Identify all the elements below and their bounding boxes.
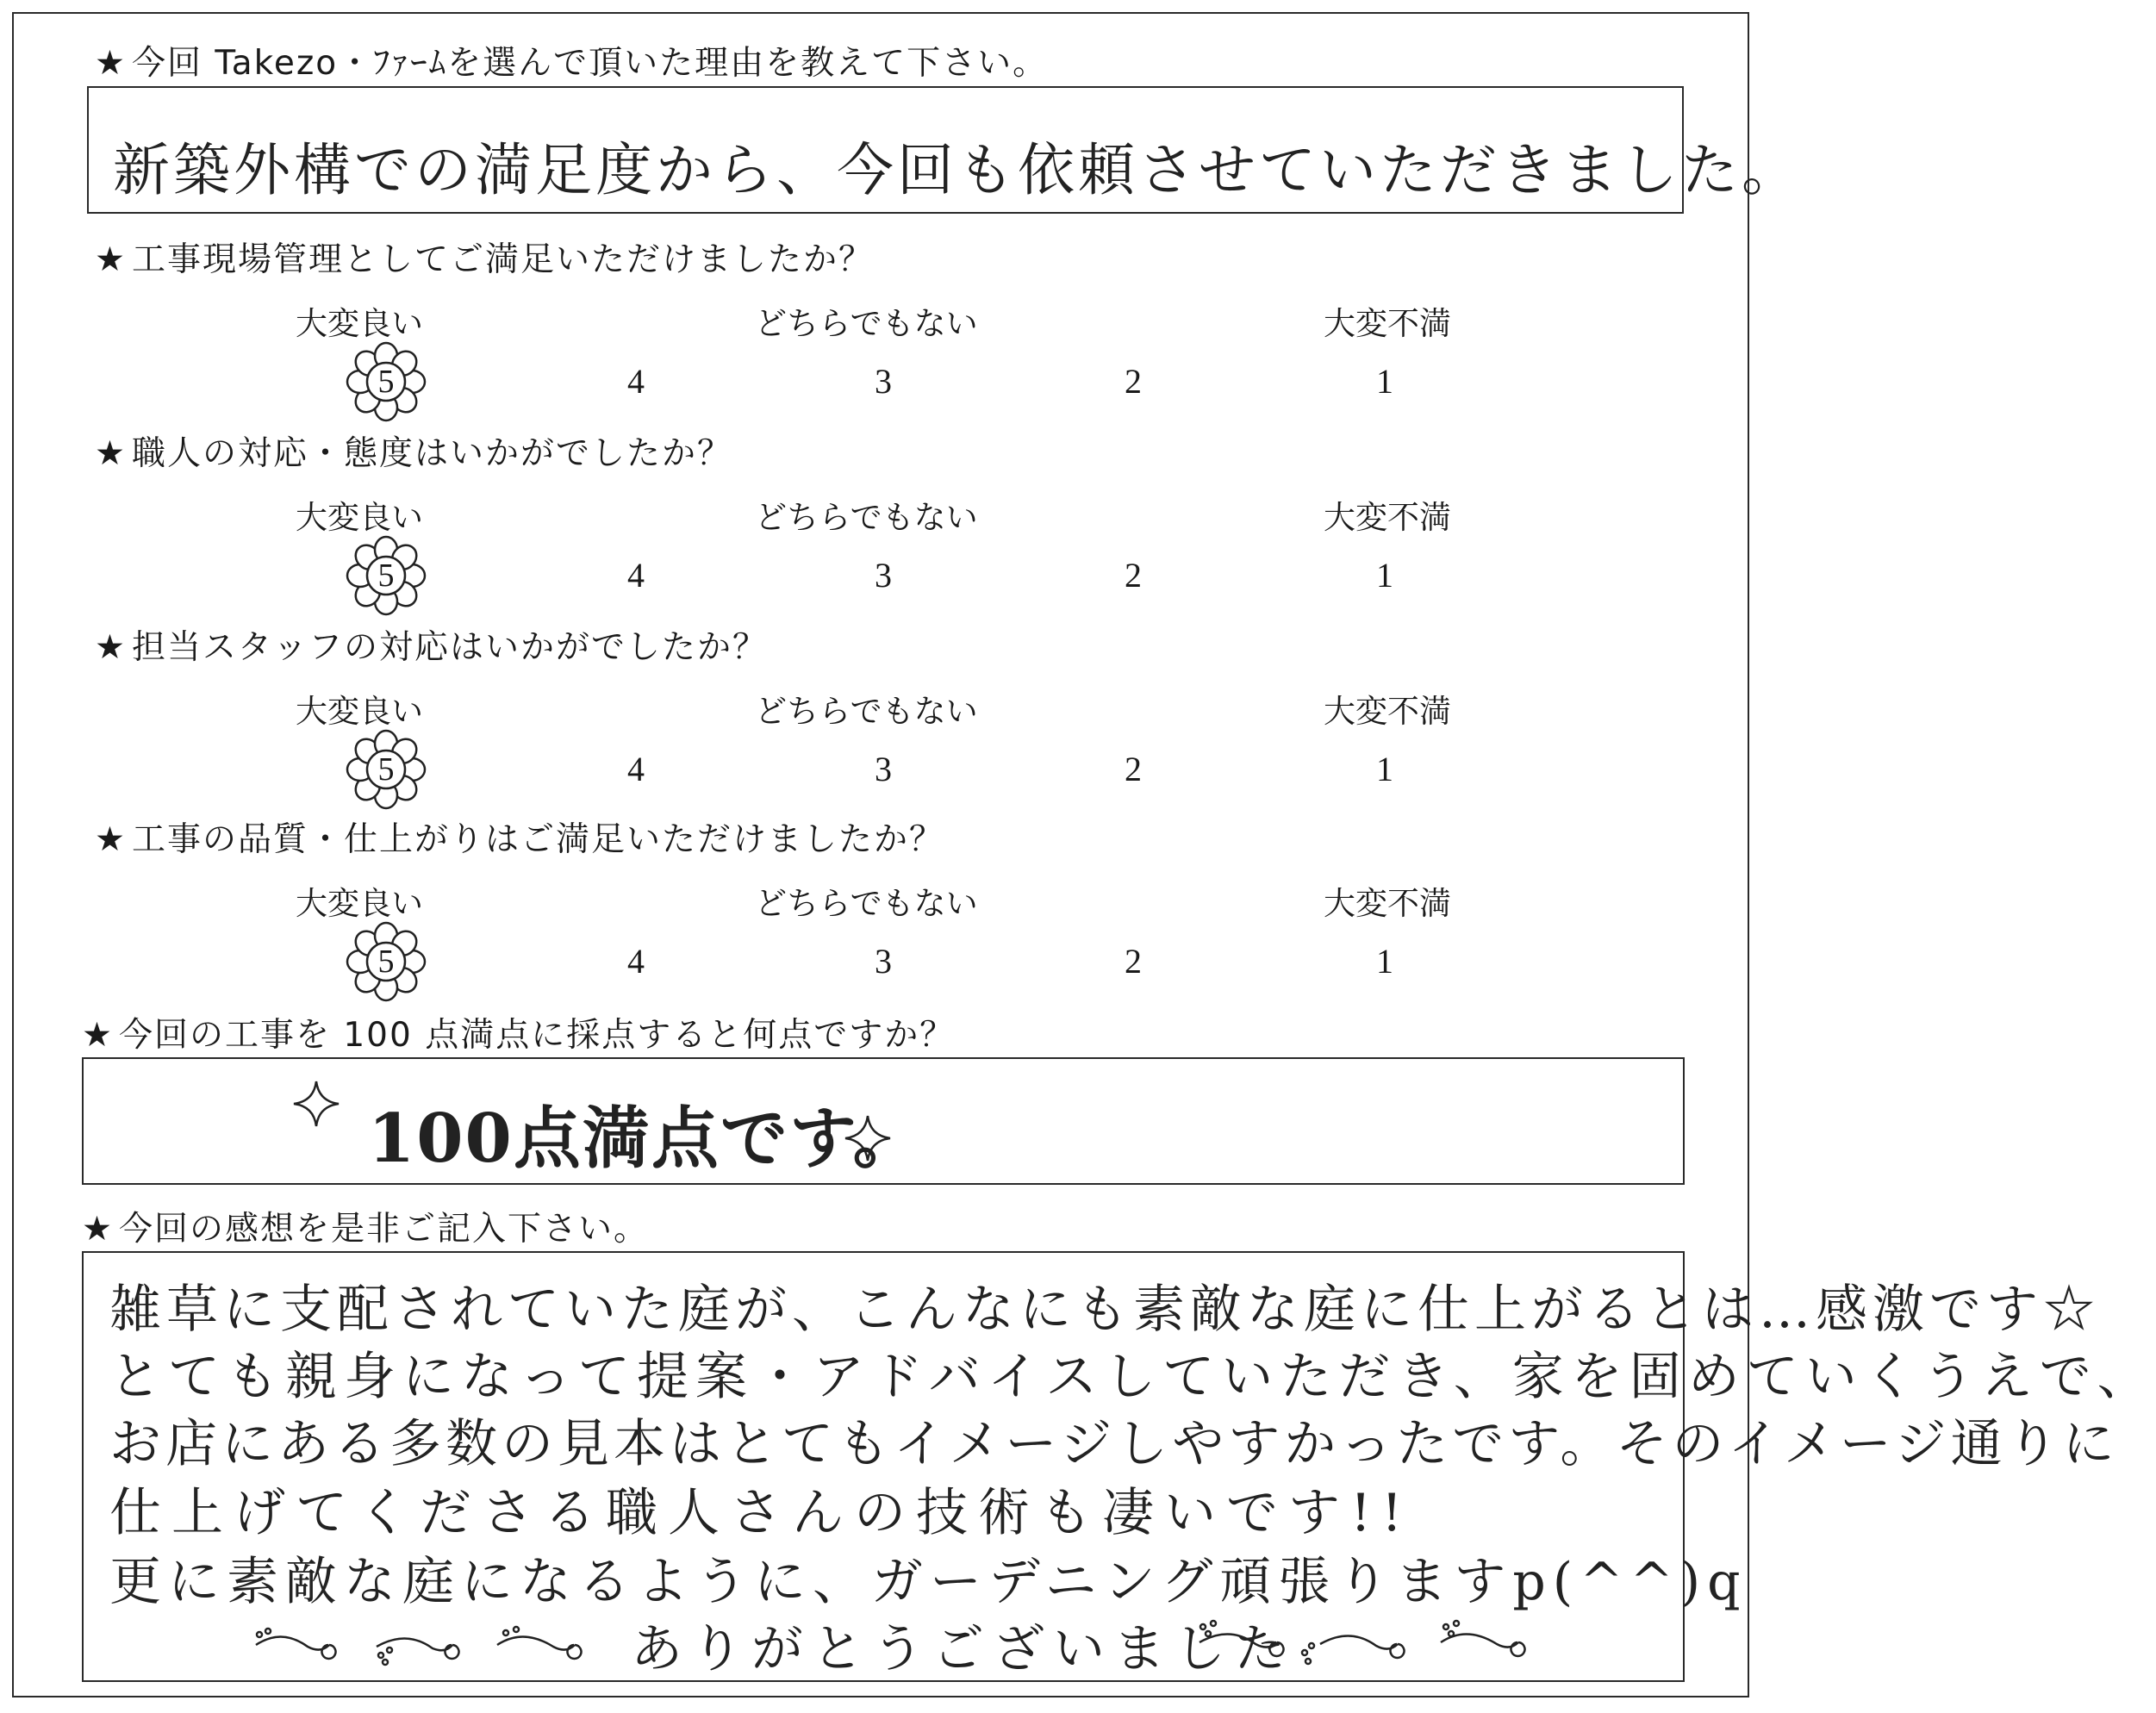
rating-number-5: 5 [377,364,395,400]
question-text: 今回 Takezo・ﾌｧｰﾑを選んで頂いた理由を教えて下さい。 [131,44,1049,83]
rating-number-4: 4 [627,750,645,788]
question-text: 今回の感想を是非ご記入下さい。 [118,1210,649,1249]
rating-number-4: 4 [627,362,645,401]
rating-number-3: 3 [875,750,892,788]
sparkle-icon [842,1112,894,1168]
sparkle-icon [290,1078,342,1133]
rating-number-2: 2 [1125,362,1142,401]
swirl-decoration-right [1191,1615,1553,1674]
scale-label-best: 大変良い [296,693,423,730]
scale-label-neutral: どちらでもない [755,305,978,342]
answer-reason: 新築外構での満足度から、今回も依頼させていただきました。 [113,137,1802,203]
rating-number-1: 1 [1376,750,1393,788]
rating-number-3: 3 [875,362,892,401]
question-7 [82,1202,649,1250]
impression-line-2: とても親身になって提案・アドバイスしていただき、家を固めていくうえで、 [109,1347,2156,1407]
scale-label-worst: 大変不満 [1324,693,1451,730]
impression-line-5: 更に素敵な庭になるように、ガーデニング頑張りますp(^^)q [109,1552,1748,1612]
rating-number-3: 3 [875,942,892,981]
scale-label-neutral: どちらでもない [755,885,978,922]
question-3 [95,427,732,475]
rating-number-5: 5 [377,558,395,594]
impression-line-3: お店にある多数の見本はとてもイメージしやすかったです。そのイメージ通りに [109,1414,2119,1474]
question-1 [95,36,1048,84]
scale-label-best: 大変良い [296,499,423,536]
selected-rating-flower [341,725,431,814]
star-icon: ★ [95,434,127,473]
rating-number-4: 4 [627,942,645,981]
star-icon: ★ [82,1016,114,1055]
impression-line-4: 仕上げてくださる職人さんの技術も凄いです!! [109,1483,1413,1543]
scale-label-worst: 大変不満 [1324,885,1451,922]
selected-rating-flower [341,531,431,620]
question-4 [95,620,768,669]
scale-label-worst: 大変不満 [1324,499,1451,536]
rating-number-1: 1 [1376,556,1393,595]
rating-number-5: 5 [377,751,395,788]
scale-label-neutral: どちらでもない [755,499,978,536]
star-icon: ★ [95,820,127,859]
swirl-decoration-left [247,1619,609,1674]
question-text: 工事の品質・仕上がりはご満足いただけましたか？ [131,820,944,859]
question-text: 今回の工事を 100 点満点に採点すると何点ですか？ [118,1016,956,1055]
star-icon: ★ [95,240,127,279]
rating-number-2: 2 [1125,750,1142,788]
scale-label-best: 大変良い [296,885,423,922]
rating-number-3: 3 [875,556,892,595]
question-5 [95,813,944,861]
scale-label-worst: 大変不満 [1324,305,1451,342]
impression-line-6: ありがとうございました [631,1619,1294,1679]
scale-label-neutral: どちらでもない [755,693,978,730]
answer-score: 100点満点です。 [368,1099,922,1178]
question-2 [95,233,874,281]
question-text: 職人の対応・態度はいかがでしたか？ [131,434,732,473]
rating-number-2: 2 [1125,556,1142,595]
star-icon: ★ [95,628,127,667]
rating-number-4: 4 [627,556,645,595]
answer-box-score [82,1057,1685,1185]
impression-line-1: 雑草に支配されていた庭が、こんなにも素敵な庭に仕上がるとは…感激です☆ [109,1280,2100,1340]
selected-rating-flower [341,337,431,427]
question-6 [82,1008,955,1056]
rating-number-1: 1 [1376,942,1393,981]
scale-label-best: 大変良い [296,305,423,342]
answer-box-impressions [82,1251,2156,1682]
question-text: 担当スタッフの対応はいかがでしたか？ [131,628,768,667]
answer-box-reason [87,86,1802,214]
question-text: 工事現場管理としてご満足いただけましたか？ [131,240,874,279]
rating-number-1: 1 [1376,362,1393,401]
selected-rating-flower [341,917,431,1006]
star-icon: ★ [95,44,127,83]
star-icon: ★ [82,1210,114,1249]
rating-number-2: 2 [1125,942,1142,981]
rating-number-5: 5 [377,944,395,980]
